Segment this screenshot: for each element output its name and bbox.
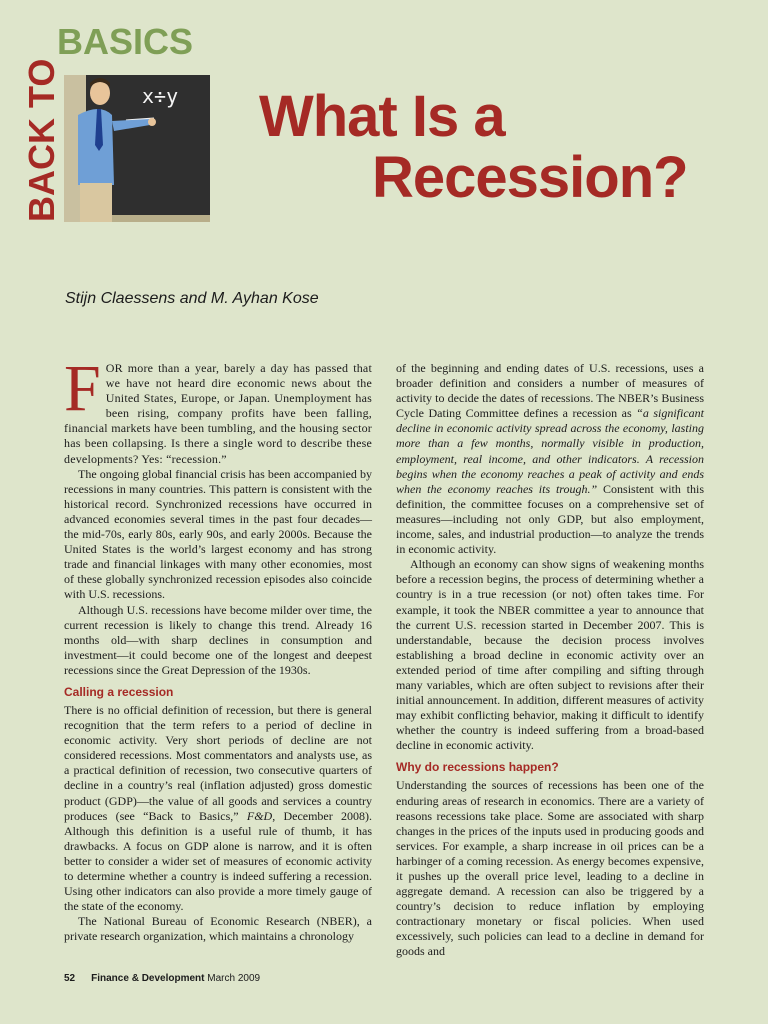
chalk-formula: x÷y — [142, 84, 179, 108]
paragraph: FOR more than a year, barely a day has passed that we have not heard dire economic news about the United States, Europe, or Japan. Unemployment has been rising, company profits have been falling, financial markets have been tumbling, and the housing sector has been collapsing. Is there a single word to describe these developments? Yes: “recession.” — [64, 352, 372, 466]
section-heading: Why do recessions happen? — [396, 760, 559, 775]
paragraph: Although an economy can show signs of weakening months before a recession begins, the process of determining whether a country is in a true recession (or not) often takes time. For example, it took the NBER committee a year to announce that the current U.S. recession started in December 2007. This is understandable, because the decision process involves establishing a broad decline in economic activity over an extended period of time after compiling and sifting through many variables, which are often subject to revisions after their initial announcement. In addition, different measures of activity may exhibit conflicting behavior, making it difficult to identify whether the country is indeed suffering from a broad-based decline in economic activity. — [396, 557, 704, 753]
page-number: 52 — [64, 973, 76, 984]
paragraph: Understanding the sources of recessions has been one of the enduring areas of research in economics. There are a variety of reasons recessions take place. Some are associated with sharp changes in the prices of the inputs used in producing goods and services. For example, a sharp increase in oil prices can be a harbinger of a coming recession. As energy becomes expensive, it pushes up the overall price level, leading to a decline in aggregate demand. A recession can also be triggered by a country’s decision to reduce inflation by employing contractionary monetary or fiscal policies. When used excessively, such policies can lead to a decline in demand for goods and — [396, 778, 704, 959]
paragraph: Although U.S. recessions have become milder over time, the current recession is likely to change this trend. Already 16 months old—with sharp declines in consumption and investment—it could become one of the longest and deepest recessions since the Great Depression of the 1930s. — [64, 602, 372, 677]
paragraph: of the beginning and ending dates of U.S. recessions, uses a broader definition and considers a number of measures of activity to decide the dates of recessions. The NBER’s Business Cycle Dating Committee defines a recession as “a significant decline in economic activity spread across the economy, lasting more than a few months, normally visible in production, employment, real income, and other indicators. A recession begins when the economy reaches a peak of activity and ends when the economy reaches its trough.” Consistent with this definition, the committee focuses on a comprehensive set of measures—including not only GDP, but also employment, income, sales, and industrial production—to analyze the trends in economic activity. — [396, 361, 705, 557]
body-column-right — [396, 361, 704, 960]
page-footer — [64, 973, 260, 984]
teacher-chalkboard-illustration — [64, 75, 210, 222]
article-title-line-1: What Is a — [259, 84, 505, 149]
section-label-back-to: BACK TO — [21, 58, 62, 222]
section-label-basics: BASICS — [57, 21, 194, 62]
paragraph: The National Bureau of Economic Research (NBER), a private research organization, which maintains a chronology — [64, 914, 372, 944]
issue-date: March 2009 — [207, 973, 261, 984]
body-column-left — [64, 352, 372, 944]
byline: Stijn Claessens and M. Ayhan Kose — [65, 290, 319, 307]
drop-cap: F — [64, 352, 101, 425]
article-title-line-2: Recession? — [372, 145, 688, 210]
publication-name: Finance & Development — [91, 973, 205, 984]
section-heading: Calling a recession — [64, 684, 174, 699]
paragraph: There is no official definition of recession, but there is general recognition that the term refers to a period of decline in economic activity. Very short periods of decline are not considered recessions. Most commentators and analysts use, as a practical definition of recession, two consecutive quarters of decline in a country’s real (inflation adjusted) gross domestic product (GDP)—the value of all goods and services a country produces (see “Back to Basics,” F&D, December 2008). Although this definition is a useful rule of thumb, it has drawbacks. A focus on GDP alone is narrow, and it is often better to consider a wider set of measures of economic activity to determine whether a country is indeed suffering a recession. Using other indicators can also provide a more timely gauge of the state of the economy. — [64, 702, 372, 914]
paragraph: The ongoing global financial crisis has been accompanied by recessions in many countries. This pattern is consistent with the historical record. Synchronized recessions have occurred in advanced economies several times in the past four decades—the mid-70s, early 80s, early 90s, and early 2000s. Because the United States is the world’s largest economy and has strong trade and financial linkages with many other economies, most of these globally synchronized recession episodes also coincide with U.S. recessions. — [64, 466, 372, 602]
